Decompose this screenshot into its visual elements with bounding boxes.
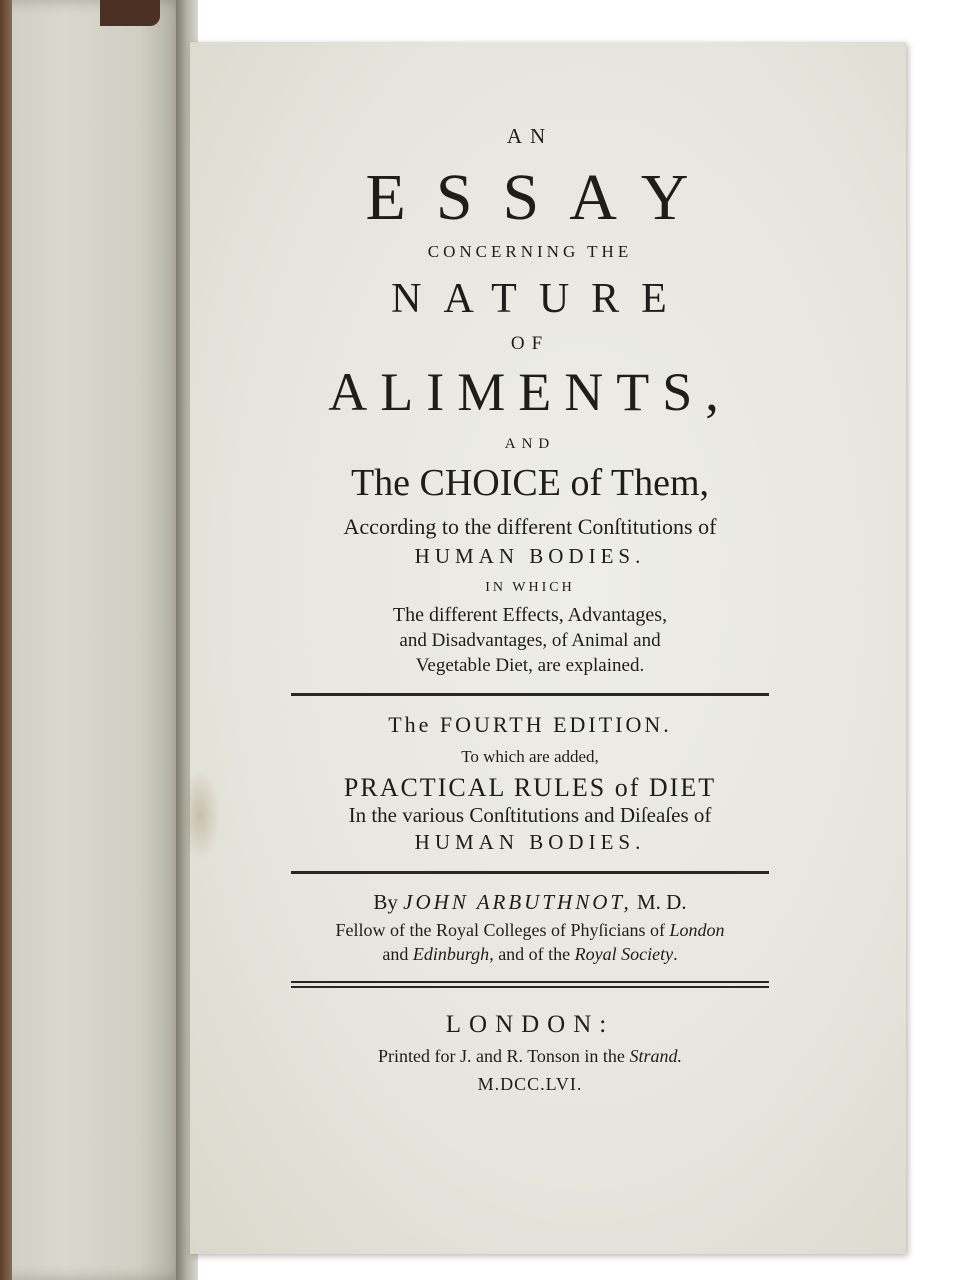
and-of-the: , and of the: [489, 944, 571, 964]
imprint-strand: Strand.: [629, 1046, 682, 1066]
fellow-london: London: [669, 920, 725, 940]
various-constitutions: In the various Conſtitutions and Diſeaſes of: [348, 803, 712, 827]
title-page-text: [270, 120, 790, 1093]
divider-double-rule: [291, 981, 769, 988]
subtitle-human-bodies: HUMAN BODIES.: [414, 544, 646, 568]
by-word: By: [373, 890, 398, 914]
book-cover-edge: [0, 0, 12, 1280]
subtitle-according: According to the different Conſtitutions of: [343, 514, 717, 539]
title-concerning: CONCERNING THE: [427, 242, 633, 261]
effects-line-2: and Disadvantages, of Animal and: [399, 630, 661, 651]
page-stain: [180, 770, 220, 860]
edition-added: To which are added,: [461, 747, 599, 766]
title-essay: ESSAY: [365, 161, 719, 234]
imprint-printer: [270, 1047, 790, 1065]
title-aliments: ALIMENTS,: [328, 362, 732, 422]
effects-line-1: The different Effects, Advantages,: [392, 604, 668, 626]
divider-rule-1: [291, 693, 769, 696]
author-name: JOHN ARBUTHNOT,: [403, 890, 632, 914]
title-choice: The CHOICE of Them,: [350, 462, 710, 504]
divider-rule-2: [291, 871, 769, 874]
title-an: AN: [506, 124, 554, 148]
practical-rules: PRACTICAL RULES of DIET: [343, 773, 717, 802]
imprint-date: M.DCC.LVI.: [477, 1074, 583, 1094]
human-bodies-2: HUMAN BODIES.: [414, 830, 646, 854]
title-nature: NATURE: [391, 276, 689, 322]
title-of: OF: [510, 333, 550, 354]
printed-for: Printed for J. and R. Tonson in the: [378, 1046, 625, 1066]
book-cover-corner: [100, 0, 160, 26]
author-fellowship-1: [270, 921, 790, 939]
left-page-blank: [0, 0, 186, 1280]
title-and: AND: [504, 436, 556, 452]
imprint-city: LONDON:: [445, 1011, 615, 1038]
subtitle-in-which: IN WHICH: [485, 580, 575, 595]
fellow-royal-society: Royal Society: [574, 944, 674, 964]
author-degree: M. D.: [637, 890, 687, 914]
fellow-edinburgh: Edinburgh: [412, 944, 490, 964]
effects-line-3: Vegetable Diet, are explained.: [415, 655, 645, 676]
and-word: and: [382, 944, 409, 964]
author-byline: [270, 892, 790, 913]
fellow-period: .: [673, 944, 678, 964]
edition-statement: The FOURTH EDITION.: [388, 712, 672, 737]
author-fellowship-2: [270, 945, 790, 963]
fellow-prefix: Fellow of the Royal Colleges of Phyſicians of: [335, 920, 665, 940]
